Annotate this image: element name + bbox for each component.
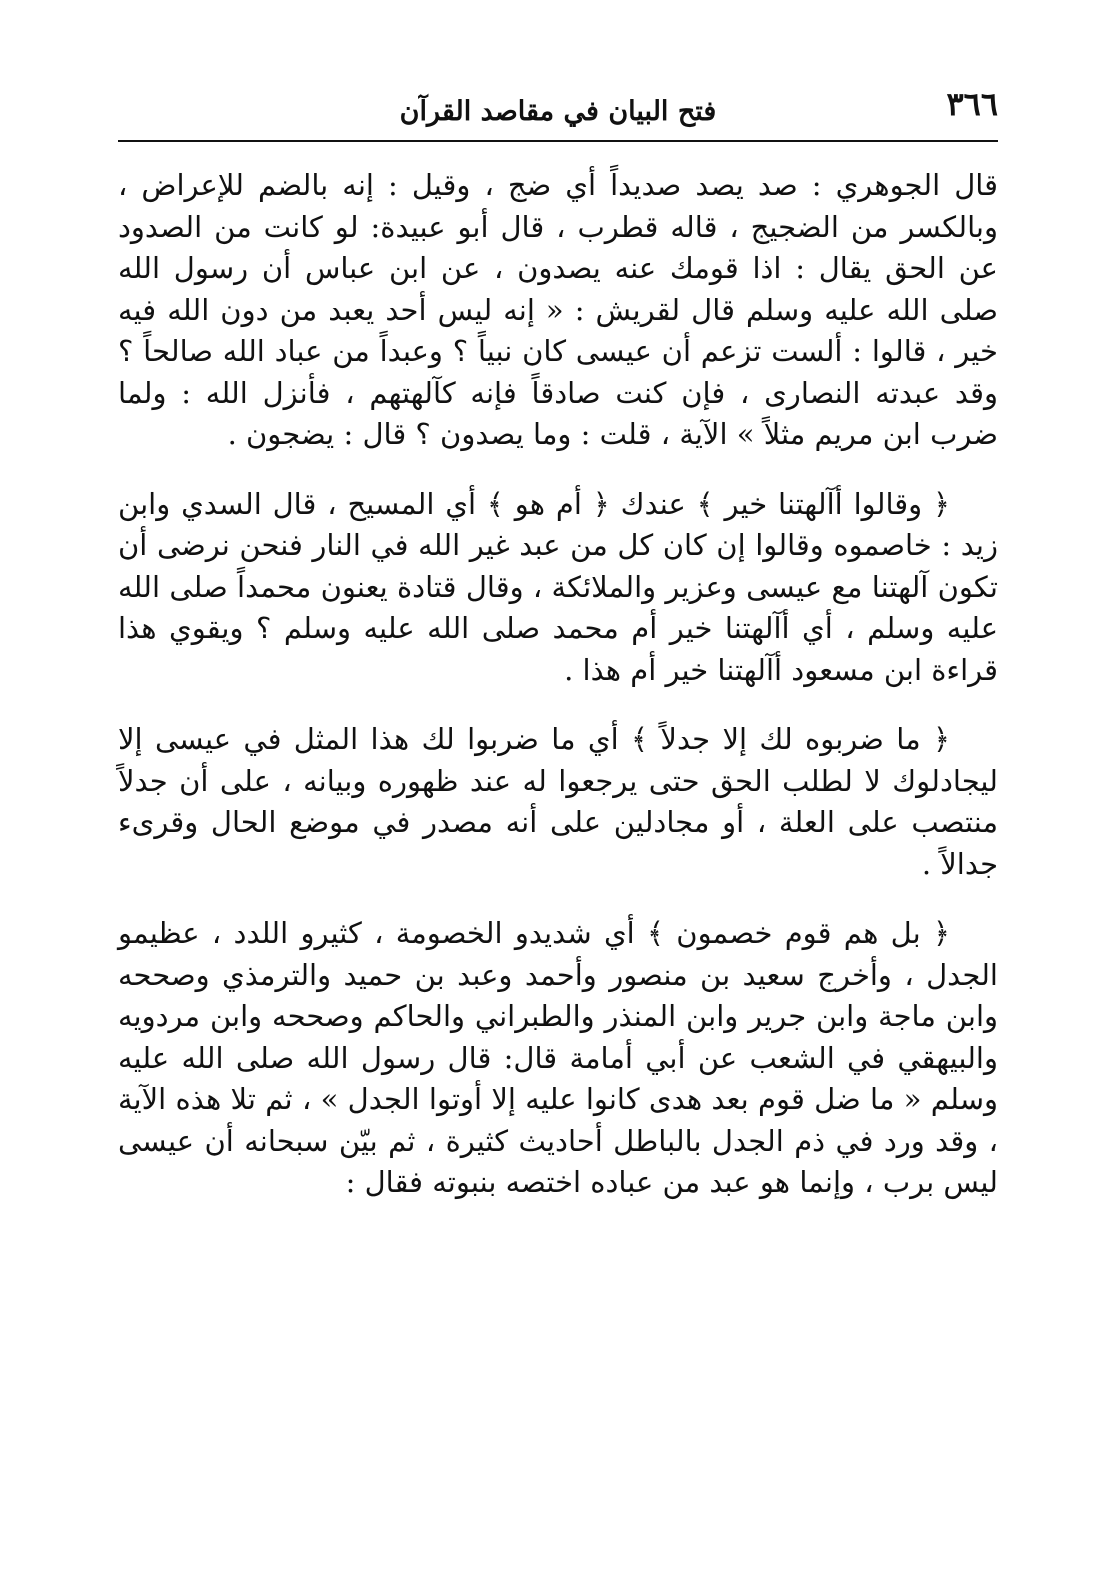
page-header [118,80,998,142]
paragraph-khasimun: ﴿ بل هم قوم خصمون ﴾ أي شديدو الخصومة ، كثيرو اللدد ، عظيمو الجدل ، وأخرج سعيد بن منصور وأحمد وعبد بن حميد والترمذي وصححه وابن ماجة وابن جرير وابن المنذر والطبراني والحاكم وصححه وابن مردويه والبيهقي في الشعب عن أبي أمامة قال: قال رسول الله صلى الله عليه وسلم « ما ضل قوم بعد هدى كانوا عليه إلا أوتوا الجدل » ، ثم تلا هذه الآية ، وقد ورد في ذم الجدل بالباطل أحاديث كثيرة ، ثم بيّن سبحانه أن عيسى ليس برب ، وإنما هو عبد من عباده اختصه بنبوته فقال : [118,916,998,1199]
header-rule [118,140,998,142]
running-title: فتح البيان في مقاصد القرآن [399,96,717,127]
page-number: ٣٦٦ [946,85,998,123]
paragraph-jadalan: ﴿ ما ضربوه لك إلا جدلاً ﴾ أي ما ضربوا لك هذا المثل في عيسى إلا ليجادلوك لا لطلب الحق حتى يرجعوا له عند ظهوره وبيانه ، على أن جدلاً منتصب على العلة ، أو مجادلين على أنه مصدر في موضع الحال وقرىء جدالاً . [118,722,998,881]
paragraph-jawhari: قال الجوهري : صد يصد صديداً أي ضج ، وقيل : إنه بالضم للإعراض ، وبالكسر من الضجيج ، قاله قطرب ، قال أبو عبيدة: لو كانت من الصدود عن الحق يقال : اذا قومك عنه يصدون ، عن ابن عباس أن رسول الله صلى الله عليه وسلم قال لقريش : « إنه ليس أحد يعبد من دون الله فيه خير ، قالوا : ألست تزعم أن عيسى كان نبياً ؟ وعبداً من عباد الله صالحاً ؟ وقد عبدته النصارى ، فإن كنت صادقاً فإنه كآلهتهم ، فأنزل الله : ولما ضرب ابن مريم مثلاً » الآية ، قلت : وما يصدون ؟ قال : يضجون . [118,168,998,451]
paragraph-alihatuna: ﴿ وقالوا أآلهتنا خير ﴾ عندك ﴿ أم هو ﴾ أي المسيح ، قال السدي وابن زيد : خاصموه وقالوا إن كان كل من عبد غير الله في النار فنحن نرضى أن تكون آلهتنا مع عيسى وعزير والملائكة ، وقال قتادة يعنون محمداً صلى الله عليه وسلم ، أي أآلهتنا خير أم محمد صلى الله عليه وسلم ؟ ويقوي هذا قراءة ابن مسعود أآلهتنا خير أم هذا . [118,486,998,687]
body-text [118,165,998,1232]
